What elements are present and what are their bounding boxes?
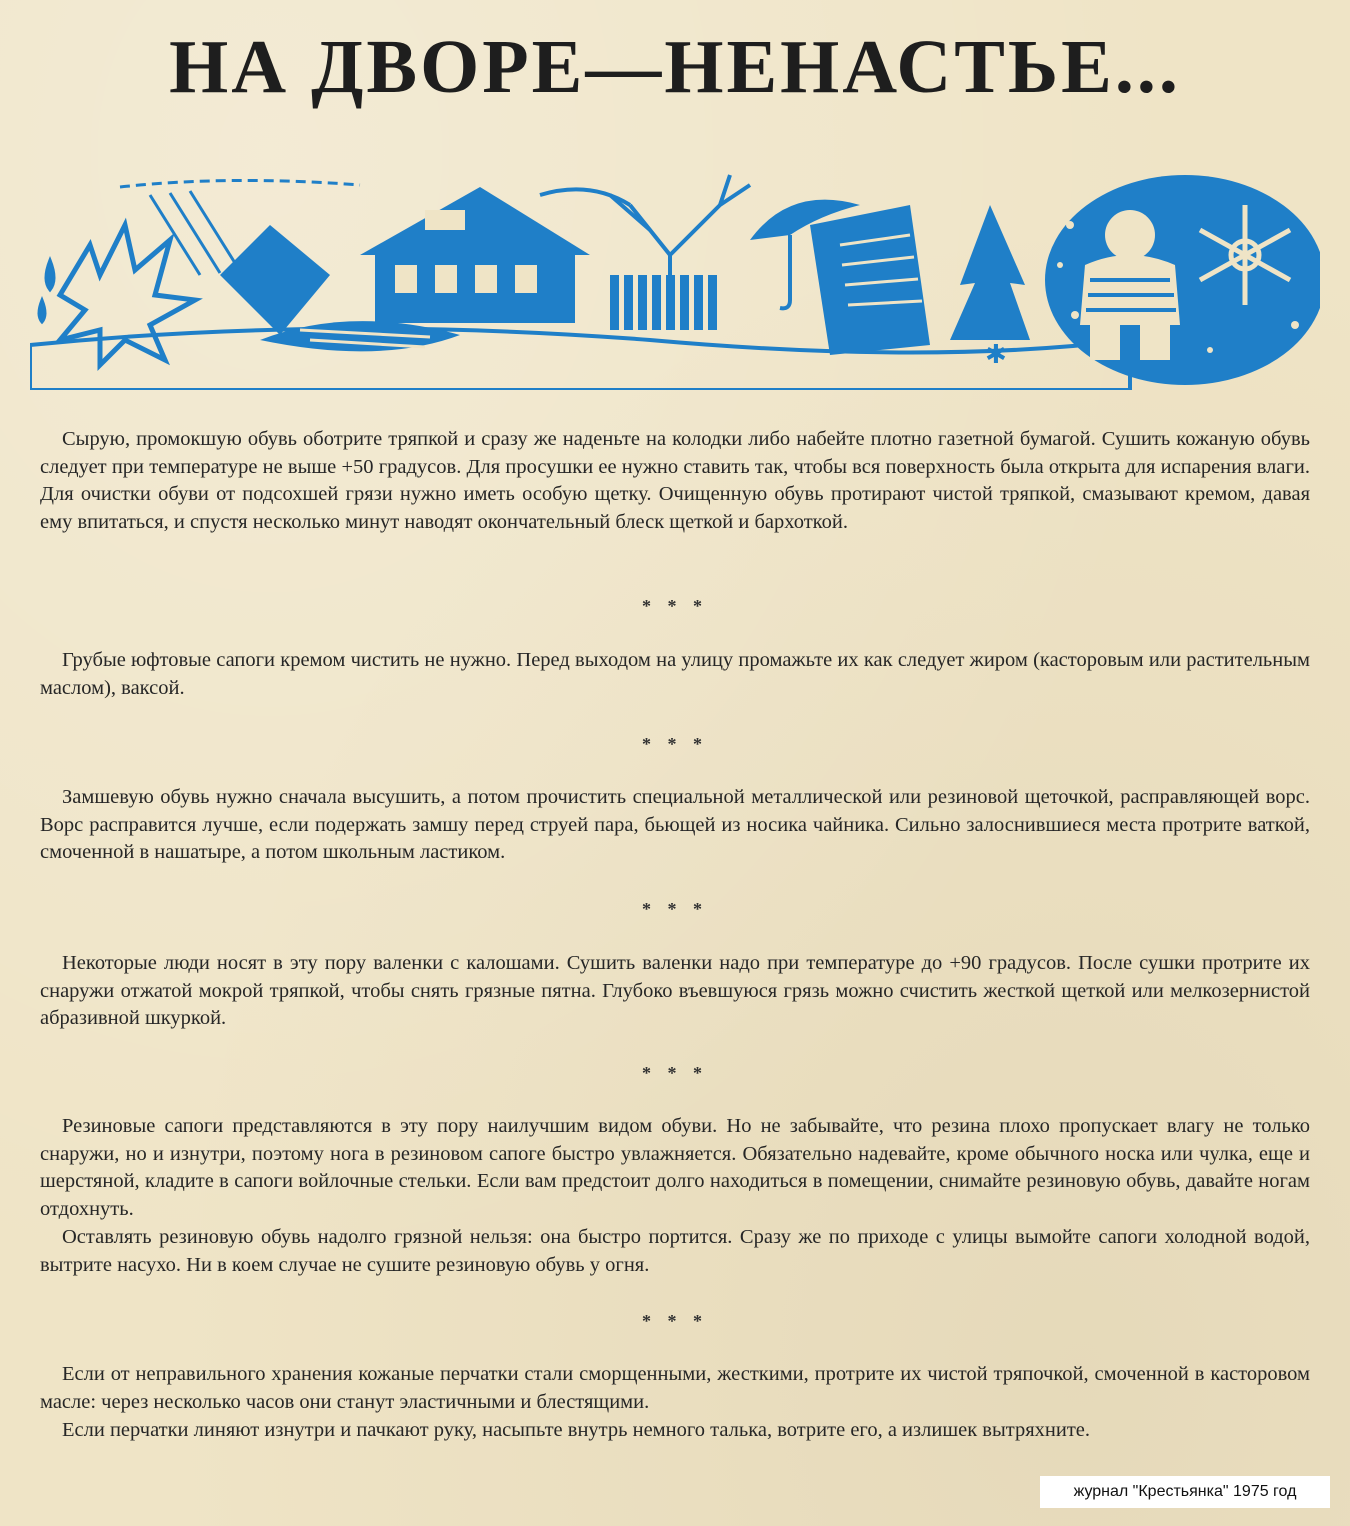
house-icon [360,187,590,323]
separator: * * * [642,899,708,919]
separator: * * * [642,1063,708,1083]
svg-text:✱: ✱ [985,340,1007,370]
paragraph-gloves-talc: Если перчатки линяют изнутри и пачкают руку, насыпьте внутрь немного талька, вотрите его, а излишек вытряхните. [62,1419,1091,1441]
child-figure-icon [1045,175,1320,385]
paragraph-wet-shoes: Сырую, промокшую обувь оботрите тряпкой и сразу же наденьте на колодки либо набейте плотно газетной бумагой. Сушить кожаную обувь следует при температуре не выше +50 градусов. Для просушки ее нужно ставить так, чтобы вся поверхность была открыта для испарения влаги. Для очистки обуви от подсохшей грязи нужно иметь особую щетку. Очищенную обувь протирают чистой тряпкой, смазывают кремом, давая ему впитаться, и спустя несколько минут наводят окончательный блеск щеткой и бархоткой. [40,428,1310,533]
paragraph-rubber-boots: Резиновые сапоги представляются в эту пору наилучшим видом обуви. Но не забывайте, что резина плохо пропускает влагу не только снаружи, но и изнутри, поэтому нога в резиновом сапоге быстро увлажняется. Обязательно надевайте, кроме обычного носка или чулка, еще и шерстяной, кладите в сапоги войлочные стельки. Если вам предстоит долго находиться в помещении, снимайте резиновую обувь, давайте ногам отдохнуть. [40,1115,1310,1220]
separator: * * * [642,734,708,754]
paragraph-leather-gloves: Если от неправильного хранения кожаные перчатки стали сморщенными, жесткими, протрите их чистой тряпочкой, смоченной в касторовом масле: через несколько часов они станут эластичными и блестящими. [40,1363,1310,1413]
paragraph-rough-boots: Грубые юфтовые сапоги кремом чистить не нужно. Перед выходом на улицу промажьте их как следует жиром (касторовым или растительным маслом), ваксой. [40,649,1310,699]
fence-icon [610,275,717,330]
weather-illustration [30,165,1320,390]
paragraph-suede-shoes: Замшевую обувь нужно сначала высушить, а потом прочистить специальной металлической или резиновой щеточкой, расправляющей ворс. Ворс расправится лучше, если подержать замшу перед струей пара, бьющей из носика чайника. Сильно залоснившиеся места протрите ваткой, смоченной в нашатыре, а потом школьным ластиком. [40,786,1310,863]
fir-tree-icon [950,205,1030,370]
paragraph-rubber-boots-care: Оставлять резиновую обувь надолго грязной нельзя: она быстро портится. Сразу же по приходе с улицы вымойте сапоги холодной водой, вытрите насухо. Ни в коем случае не сушите резиновую обувь у огня. [40,1226,1310,1276]
paragraph-felt-boots: Некоторые люди носят в эту пору валенки с калошами. Сушить валенки надо при температуре до +90 градусов. После сушки протрите их снаружи отжатой мокрой тряпкой, чтобы снять грязные пятна. Глубоко въевшуюся грязь можно счистить жесткой щеткой или мелкозернистой абразивной шкуркой. [40,952,1310,1029]
page-title: НА ДВОРЕ—НЕНАСТЬЕ... [169,25,1181,109]
source-caption: журнал "Крестьянка" 1975 год [1040,1476,1330,1508]
separator: * * * [642,596,708,616]
umbrella-icon [750,200,930,355]
separator: * * * [642,1311,708,1331]
